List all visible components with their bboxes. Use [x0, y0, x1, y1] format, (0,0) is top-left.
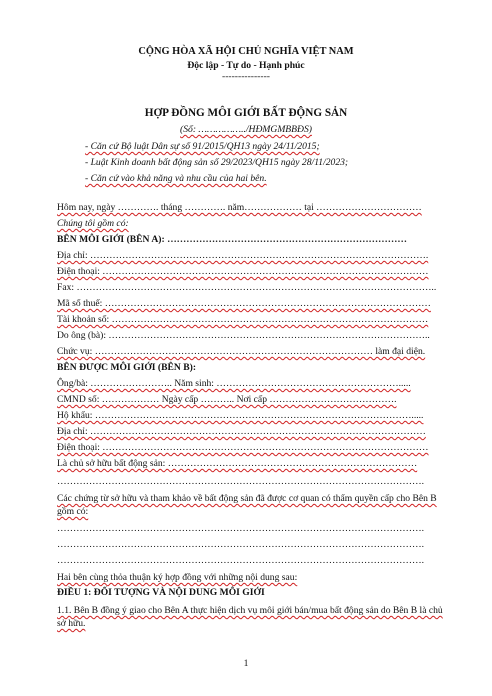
agreement-intro: Hai bên cùng thỏa thuận ký hợp đồng với những nội dung sau:: [57, 572, 298, 583]
party-a-bank-account: Tài khoản số: ………………………………………………………………………………………: [57, 314, 429, 325]
party-a-representative: Do ông (bà): ………………………………………………………………………………………..: [57, 330, 430, 341]
party-b-household: Hộ khẩu: ……………………………………………………………………………………….....: [57, 410, 424, 421]
party-b-heading: BÊN ĐƯỢC MÔI GIỚI (BÊN B):: [57, 362, 197, 373]
party-b-name-birth-year: Ông/bà: …………………….. Năm sinh: ………………………………………………….....: [57, 378, 411, 389]
legal-basis-3: - Căn cứ vào khả năng và nhu cầu của hai bên.: [85, 173, 267, 184]
date-place-line: Hôm nay, ngày …………. tháng …………. năm……………… tại ……………………………: [57, 202, 422, 213]
legal-basis-2: - Luật Kinh doanh bất động sản số 29/2023/QH15 ngày 28/11/2023;: [85, 157, 349, 168]
dotted-line: …………………………………………………………………………………………………….: [57, 539, 424, 550]
party-b-address: Địa chỉ: ……………………………………………………………………………………………: [57, 426, 426, 437]
party-b-owner: Là chủ sở hữu bất động sản: ……………………………………………………………………: [57, 458, 418, 469]
legal-basis-1: - Căn cứ Bộ luật Dân sự số 91/2015/QH13 ngày 24/11/2015;: [85, 141, 320, 152]
party-a-heading: BÊN MÔI GIỚI (BÊN A): …………………………………………………………………: [57, 234, 407, 245]
dotted-line: …………………………………………………………………………………………………….: [57, 523, 424, 534]
dotted-line: …………………………………………………………………………………………………….: [57, 555, 424, 566]
contract-number: (Số: ……………../HĐMGMBBĐS): [180, 124, 312, 135]
party-a-position: Chức vụ: …………………………………………………………………………… làm đại diện.: [57, 346, 426, 357]
parties-intro: Chúng tôi gồm có:: [57, 218, 129, 229]
page-number: 1: [243, 658, 249, 669]
party-a-address: Địa chỉ: …………………………………………………………………………………………….: [57, 250, 429, 261]
party-a-tax-code: Mã số thuế: …………………………………………………………………………………………: [57, 298, 431, 309]
party-b-id-card: CMND số: ……………… Ngày cấp ……….. Nơi cấp ………………………………….: [57, 394, 397, 405]
article-1-heading: ĐIỀU 1: ĐỐI TƯỢNG VÀ NỘI DUNG MÔI GIỚI: [57, 587, 265, 598]
party-a-fax: Fax: …………………………………………………………………………………………………..: [57, 282, 437, 293]
national-title: CỘNG HÒA XÃ HỘI CHỦ NGHĨA VIỆT NAM: [138, 46, 354, 57]
documents-paragraph: Các chứng từ sở hữu và tham khảo về bất động sản đã được cơ quan có thẩm quyền cấp cho Bên B gồm có:: [57, 493, 437, 517]
dotted-line: …………………………………………………………………………………………………….: [57, 476, 424, 487]
party-a-phone: Điện thoại: …………………………………………………………………………………………: [57, 266, 429, 277]
national-motto: Độc lập - Tự do - Hạnh phúc: [187, 60, 305, 71]
article-1-clause-1: 1.1. Bên B đồng ý giao cho Bên A thực hiện dịch vụ môi giới bán/mua bất động sản do Bên B là chủ sở hữu.: [57, 605, 443, 629]
contract-title: HỢP ĐỒNG MÔI GIỚI BẤT ĐỘNG SẢN: [144, 107, 348, 119]
header-divider: ---------------: [222, 71, 270, 82]
party-b-phone: Điện thoại: …………………………………………………………………………………………: [57, 442, 429, 453]
